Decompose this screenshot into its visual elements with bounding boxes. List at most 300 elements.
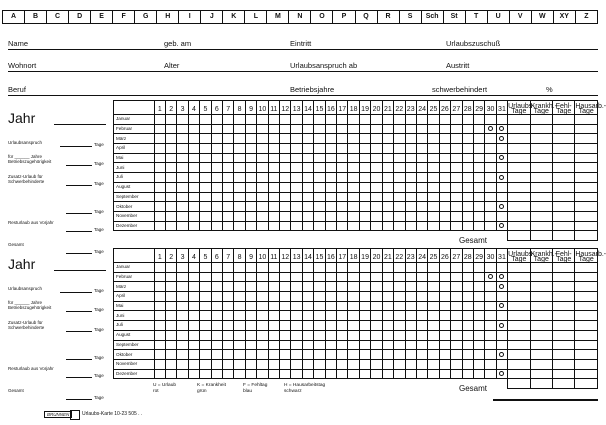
day-cell[interactable] [394, 202, 405, 212]
day-cell[interactable] [211, 272, 222, 282]
day-cell[interactable] [177, 192, 188, 202]
day-cell[interactable] [302, 202, 313, 212]
day-cell[interactable] [473, 163, 484, 173]
day-cell[interactable] [280, 115, 291, 125]
day-cell[interactable] [211, 115, 222, 125]
day-cell[interactable] [257, 124, 268, 134]
summary-cell[interactable] [552, 350, 574, 360]
day-cell[interactable] [451, 321, 462, 331]
day-cell[interactable] [223, 263, 234, 273]
day-cell[interactable] [223, 292, 234, 302]
summary-cell[interactable] [552, 192, 574, 202]
day-cell[interactable] [348, 330, 359, 340]
day-cell[interactable] [348, 272, 359, 282]
day-cell[interactable] [485, 311, 496, 321]
day-cell[interactable] [177, 330, 188, 340]
day-cell[interactable] [428, 153, 439, 163]
day-cell[interactable] [177, 221, 188, 231]
day-cell[interactable] [234, 134, 245, 144]
day-cell[interactable] [428, 311, 439, 321]
day-cell[interactable] [496, 272, 507, 282]
day-cell[interactable] [302, 263, 313, 273]
day-cell[interactable] [268, 144, 279, 154]
summary-cell[interactable] [552, 221, 574, 231]
day-cell[interactable] [371, 292, 382, 302]
day-cell[interactable] [416, 182, 427, 192]
day-cell[interactable] [485, 134, 496, 144]
day-cell[interactable] [394, 272, 405, 282]
day-cell[interactable] [371, 173, 382, 183]
day-cell[interactable] [439, 153, 450, 163]
day-cell[interactable] [211, 282, 222, 292]
day-cell[interactable] [154, 292, 165, 302]
day-cell[interactable] [211, 221, 222, 231]
day-cell[interactable] [485, 221, 496, 231]
day-cell[interactable] [462, 292, 473, 302]
day-cell[interactable] [382, 153, 393, 163]
day-cell[interactable] [348, 182, 359, 192]
summary-cell[interactable] [552, 359, 574, 369]
day-cell[interactable] [302, 301, 313, 311]
day-cell[interactable] [211, 369, 222, 379]
day-cell[interactable] [473, 311, 484, 321]
summary-cell[interactable] [508, 311, 530, 321]
day-cell[interactable] [325, 330, 336, 340]
day-cell[interactable] [245, 369, 256, 379]
day-cell[interactable] [234, 292, 245, 302]
day-cell[interactable] [268, 173, 279, 183]
day-cell[interactable] [428, 202, 439, 212]
day-cell[interactable] [416, 272, 427, 282]
day-cell[interactable] [268, 282, 279, 292]
day-cell[interactable] [234, 153, 245, 163]
day-cell[interactable] [200, 272, 211, 282]
day-cell[interactable] [302, 211, 313, 221]
day-cell[interactable] [359, 311, 370, 321]
day-cell[interactable] [473, 192, 484, 202]
day-cell[interactable] [302, 359, 313, 369]
summary-cell[interactable] [508, 359, 530, 369]
day-cell[interactable] [268, 292, 279, 302]
summary-cell[interactable] [575, 221, 598, 231]
day-cell[interactable] [416, 292, 427, 302]
day-cell[interactable] [234, 144, 245, 154]
day-cell[interactable] [245, 282, 256, 292]
day-cell[interactable] [371, 211, 382, 221]
day-cell[interactable] [268, 359, 279, 369]
day-cell[interactable] [496, 134, 507, 144]
day-cell[interactable] [200, 301, 211, 311]
day-cell[interactable] [451, 192, 462, 202]
day-cell[interactable] [348, 144, 359, 154]
day-cell[interactable] [359, 272, 370, 282]
summary-cell[interactable] [552, 144, 574, 154]
day-cell[interactable] [496, 301, 507, 311]
day-cell[interactable] [211, 311, 222, 321]
day-cell[interactable] [451, 369, 462, 379]
day-cell[interactable] [245, 124, 256, 134]
summary-cell[interactable] [552, 311, 574, 321]
day-cell[interactable] [314, 321, 325, 331]
summary-cell[interactable] [575, 163, 598, 173]
day-cell[interactable] [416, 359, 427, 369]
day-cell[interactable] [485, 369, 496, 379]
day-cell[interactable] [280, 263, 291, 273]
day-cell[interactable] [268, 211, 279, 221]
day-cell[interactable] [382, 134, 393, 144]
day-cell[interactable] [188, 153, 199, 163]
day-cell[interactable] [200, 134, 211, 144]
summary-cell[interactable] [508, 144, 530, 154]
day-cell[interactable] [337, 192, 348, 202]
day-cell[interactable] [337, 359, 348, 369]
day-cell[interactable] [359, 153, 370, 163]
day-cell[interactable] [371, 202, 382, 212]
day-cell[interactable] [371, 282, 382, 292]
day-cell[interactable] [223, 202, 234, 212]
day-cell[interactable] [200, 153, 211, 163]
day-cell[interactable] [257, 211, 268, 221]
summary-cell[interactable] [508, 263, 530, 273]
day-cell[interactable] [428, 292, 439, 302]
day-cell[interactable] [439, 321, 450, 331]
day-cell[interactable] [451, 301, 462, 311]
day-cell[interactable] [382, 163, 393, 173]
day-cell[interactable] [223, 124, 234, 134]
day-cell[interactable] [337, 311, 348, 321]
day-cell[interactable] [177, 292, 188, 302]
day-cell[interactable] [302, 221, 313, 231]
day-cell[interactable] [348, 301, 359, 311]
day-cell[interactable] [382, 221, 393, 231]
day-cell[interactable] [496, 359, 507, 369]
day-cell[interactable] [473, 221, 484, 231]
day-cell[interactable] [405, 301, 416, 311]
day-cell[interactable] [428, 144, 439, 154]
day-cell[interactable] [337, 272, 348, 282]
day-cell[interactable] [337, 321, 348, 331]
day-cell[interactable] [359, 301, 370, 311]
day-cell[interactable] [302, 272, 313, 282]
day-cell[interactable] [325, 301, 336, 311]
day-cell[interactable] [348, 163, 359, 173]
day-cell[interactable] [428, 330, 439, 340]
day-cell[interactable] [451, 163, 462, 173]
day-cell[interactable] [245, 202, 256, 212]
day-cell[interactable] [211, 173, 222, 183]
day-cell[interactable] [451, 359, 462, 369]
day-cell[interactable] [302, 173, 313, 183]
day-cell[interactable] [268, 340, 279, 350]
day-cell[interactable] [165, 301, 176, 311]
day-cell[interactable] [154, 124, 165, 134]
day-cell[interactable] [257, 330, 268, 340]
day-cell[interactable] [211, 340, 222, 350]
summary-cell[interactable] [530, 321, 552, 331]
day-cell[interactable] [302, 340, 313, 350]
day-cell[interactable] [154, 182, 165, 192]
day-cell[interactable] [439, 301, 450, 311]
day-cell[interactable] [200, 263, 211, 273]
day-cell[interactable] [428, 173, 439, 183]
day-cell[interactable] [234, 301, 245, 311]
day-cell[interactable] [257, 221, 268, 231]
day-cell[interactable] [165, 369, 176, 379]
day-cell[interactable] [245, 321, 256, 331]
day-cell[interactable] [394, 182, 405, 192]
summary-cell[interactable] [508, 182, 530, 192]
day-cell[interactable] [280, 211, 291, 221]
day-cell[interactable] [234, 272, 245, 282]
day-cell[interactable] [359, 202, 370, 212]
day-cell[interactable] [485, 350, 496, 360]
day-cell[interactable] [154, 163, 165, 173]
day-cell[interactable] [462, 221, 473, 231]
day-cell[interactable] [165, 124, 176, 134]
day-cell[interactable] [394, 369, 405, 379]
day-cell[interactable] [485, 263, 496, 273]
day-cell[interactable] [200, 211, 211, 221]
day-cell[interactable] [428, 163, 439, 173]
day-cell[interactable] [314, 134, 325, 144]
total-cell[interactable] [552, 231, 574, 241]
day-cell[interactable] [337, 124, 348, 134]
day-cell[interactable] [154, 221, 165, 231]
day-cell[interactable] [359, 163, 370, 173]
day-cell[interactable] [416, 173, 427, 183]
summary-cell[interactable] [552, 173, 574, 183]
day-cell[interactable] [245, 263, 256, 273]
day-cell[interactable] [165, 272, 176, 282]
day-cell[interactable] [165, 359, 176, 369]
day-cell[interactable] [394, 350, 405, 360]
day-cell[interactable] [416, 115, 427, 125]
summary-cell[interactable] [508, 369, 530, 379]
summary-cell[interactable] [552, 134, 574, 144]
day-cell[interactable] [154, 202, 165, 212]
day-cell[interactable] [245, 144, 256, 154]
day-cell[interactable] [428, 301, 439, 311]
day-cell[interactable] [439, 272, 450, 282]
day-cell[interactable] [234, 282, 245, 292]
summary-cell[interactable] [508, 221, 530, 231]
summary-cell[interactable] [552, 153, 574, 163]
day-cell[interactable] [177, 163, 188, 173]
day-cell[interactable] [257, 359, 268, 369]
day-cell[interactable] [371, 340, 382, 350]
day-cell[interactable] [188, 311, 199, 321]
day-cell[interactable] [359, 115, 370, 125]
day-cell[interactable] [154, 359, 165, 369]
day-cell[interactable] [200, 340, 211, 350]
day-cell[interactable] [223, 163, 234, 173]
day-cell[interactable] [394, 301, 405, 311]
summary-cell[interactable] [530, 115, 552, 125]
day-cell[interactable] [405, 163, 416, 173]
day-cell[interactable] [394, 192, 405, 202]
day-cell[interactable] [348, 192, 359, 202]
day-cell[interactable] [223, 192, 234, 202]
day-cell[interactable] [337, 173, 348, 183]
day-cell[interactable] [314, 182, 325, 192]
day-cell[interactable] [485, 282, 496, 292]
day-cell[interactable] [394, 330, 405, 340]
day-cell[interactable] [188, 301, 199, 311]
day-cell[interactable] [405, 350, 416, 360]
day-cell[interactable] [359, 211, 370, 221]
day-cell[interactable] [382, 115, 393, 125]
day-cell[interactable] [314, 369, 325, 379]
day-cell[interactable] [473, 173, 484, 183]
day-cell[interactable] [348, 115, 359, 125]
summary-cell[interactable] [575, 182, 598, 192]
day-cell[interactable] [177, 321, 188, 331]
day-cell[interactable] [473, 350, 484, 360]
day-cell[interactable] [473, 340, 484, 350]
day-cell[interactable] [382, 311, 393, 321]
day-cell[interactable] [462, 211, 473, 221]
total-cell[interactable] [575, 231, 598, 241]
summary-cell[interactable] [508, 115, 530, 125]
summary-cell[interactable] [575, 292, 598, 302]
day-cell[interactable] [245, 292, 256, 302]
summary-cell[interactable] [575, 350, 598, 360]
day-cell[interactable] [257, 202, 268, 212]
day-cell[interactable] [188, 369, 199, 379]
summary-cell[interactable] [508, 350, 530, 360]
day-cell[interactable] [280, 369, 291, 379]
day-cell[interactable] [177, 202, 188, 212]
day-cell[interactable] [428, 182, 439, 192]
day-cell[interactable] [302, 330, 313, 340]
day-cell[interactable] [245, 311, 256, 321]
day-cell[interactable] [416, 124, 427, 134]
day-cell[interactable] [211, 182, 222, 192]
day-cell[interactable] [302, 144, 313, 154]
day-cell[interactable] [428, 192, 439, 202]
day-cell[interactable] [462, 340, 473, 350]
day-cell[interactable] [439, 221, 450, 231]
day-cell[interactable] [291, 263, 302, 273]
day-cell[interactable] [211, 350, 222, 360]
day-cell[interactable] [382, 330, 393, 340]
day-cell[interactable] [165, 192, 176, 202]
day-cell[interactable] [348, 340, 359, 350]
day-cell[interactable] [223, 330, 234, 340]
day-cell[interactable] [428, 282, 439, 292]
day-cell[interactable] [245, 350, 256, 360]
summary-cell[interactable] [575, 369, 598, 379]
day-cell[interactable] [496, 282, 507, 292]
day-cell[interactable] [245, 153, 256, 163]
day-cell[interactable] [371, 301, 382, 311]
day-cell[interactable] [439, 163, 450, 173]
day-cell[interactable] [188, 192, 199, 202]
day-cell[interactable] [188, 272, 199, 282]
day-cell[interactable] [291, 359, 302, 369]
day-cell[interactable] [485, 115, 496, 125]
summary-cell[interactable] [575, 115, 598, 125]
day-cell[interactable] [337, 144, 348, 154]
day-cell[interactable] [337, 153, 348, 163]
day-cell[interactable] [280, 321, 291, 331]
summary-cell[interactable] [575, 124, 598, 134]
day-cell[interactable] [291, 182, 302, 192]
day-cell[interactable] [200, 359, 211, 369]
day-cell[interactable] [485, 359, 496, 369]
day-cell[interactable] [451, 115, 462, 125]
total-cell[interactable] [508, 231, 530, 241]
day-cell[interactable] [405, 359, 416, 369]
day-cell[interactable] [325, 173, 336, 183]
day-cell[interactable] [337, 202, 348, 212]
day-cell[interactable] [394, 221, 405, 231]
day-cell[interactable] [359, 124, 370, 134]
day-cell[interactable] [280, 153, 291, 163]
day-cell[interactable] [462, 115, 473, 125]
day-cell[interactable] [405, 292, 416, 302]
day-cell[interactable] [371, 369, 382, 379]
day-cell[interactable] [291, 321, 302, 331]
day-cell[interactable] [405, 221, 416, 231]
day-cell[interactable] [314, 330, 325, 340]
day-cell[interactable] [211, 144, 222, 154]
day-cell[interactable] [177, 350, 188, 360]
day-cell[interactable] [314, 311, 325, 321]
day-cell[interactable] [154, 192, 165, 202]
day-cell[interactable] [382, 124, 393, 134]
day-cell[interactable] [154, 330, 165, 340]
day-cell[interactable] [314, 202, 325, 212]
day-cell[interactable] [473, 202, 484, 212]
day-cell[interactable] [405, 202, 416, 212]
day-cell[interactable] [394, 340, 405, 350]
day-cell[interactable] [416, 221, 427, 231]
day-cell[interactable] [382, 272, 393, 282]
day-cell[interactable] [473, 144, 484, 154]
day-cell[interactable] [302, 192, 313, 202]
day-cell[interactable] [496, 153, 507, 163]
day-cell[interactable] [280, 221, 291, 231]
day-cell[interactable] [325, 221, 336, 231]
summary-cell[interactable] [575, 282, 598, 292]
day-cell[interactable] [439, 263, 450, 273]
day-cell[interactable] [234, 321, 245, 331]
summary-cell[interactable] [552, 321, 574, 331]
day-cell[interactable] [268, 263, 279, 273]
day-cell[interactable] [462, 350, 473, 360]
day-cell[interactable] [451, 134, 462, 144]
day-cell[interactable] [223, 173, 234, 183]
day-cell[interactable] [165, 221, 176, 231]
day-cell[interactable] [359, 340, 370, 350]
day-cell[interactable] [485, 301, 496, 311]
day-cell[interactable] [291, 153, 302, 163]
day-cell[interactable] [416, 301, 427, 311]
day-cell[interactable] [473, 359, 484, 369]
day-cell[interactable] [359, 173, 370, 183]
day-cell[interactable] [234, 173, 245, 183]
day-cell[interactable] [416, 144, 427, 154]
day-cell[interactable] [211, 134, 222, 144]
day-cell[interactable] [291, 272, 302, 282]
day-cell[interactable] [280, 359, 291, 369]
day-cell[interactable] [291, 221, 302, 231]
day-cell[interactable] [200, 144, 211, 154]
summary-cell[interactable] [508, 173, 530, 183]
day-cell[interactable] [280, 173, 291, 183]
day-cell[interactable] [257, 192, 268, 202]
